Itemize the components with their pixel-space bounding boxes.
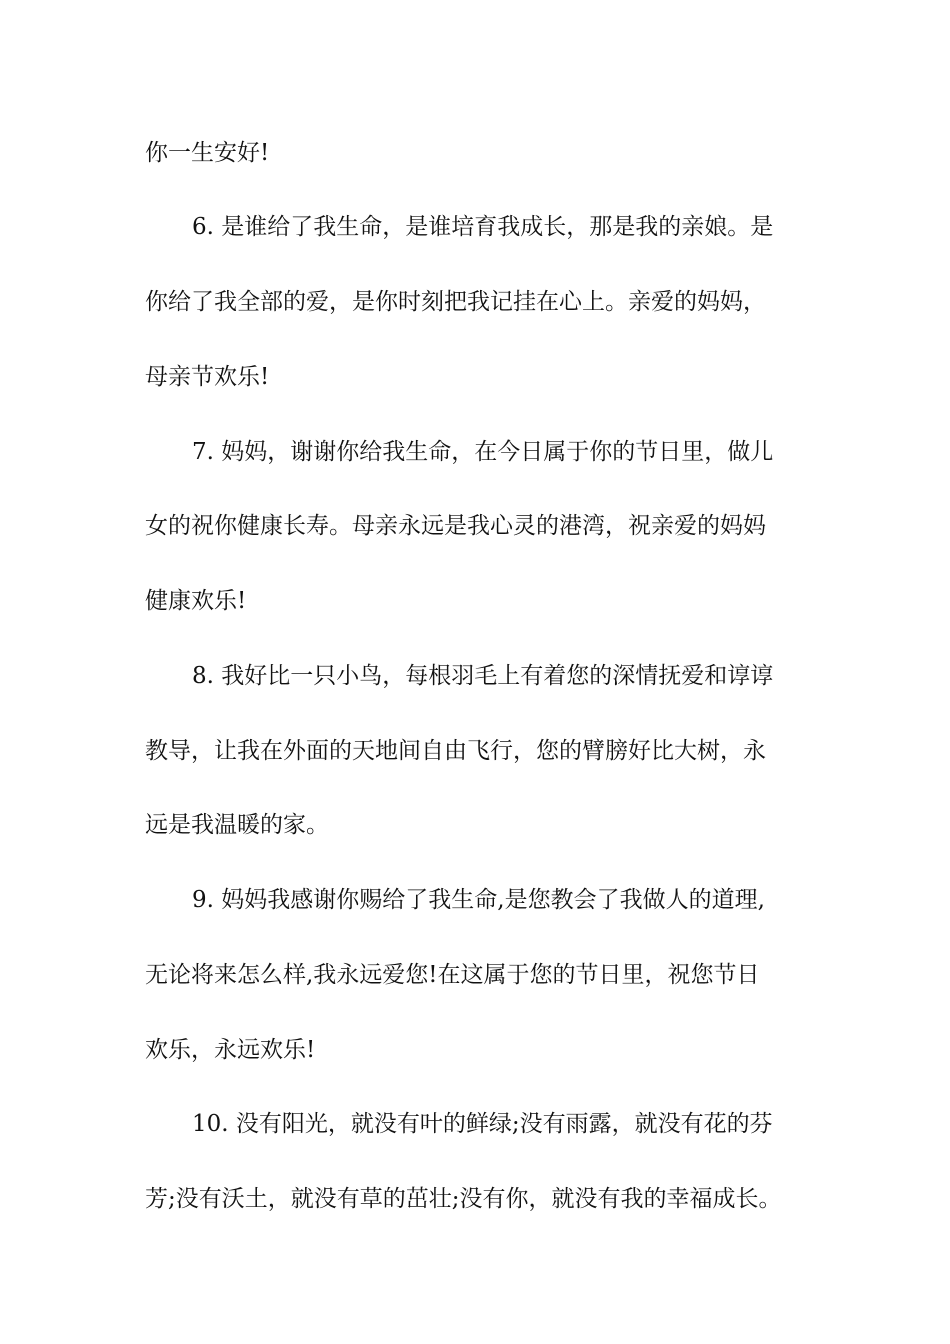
text-line: 你给了我全部的爱，是你时刻把我记挂在心上。亲爱的妈妈， [145,289,766,315]
text-line: 母亲节欢乐! [145,364,270,390]
list-item-8-first-line: 8. 我好比一只小鸟，每根羽毛上有着您的深情抚爱和谆谆 [192,663,774,689]
text-line: 教导，让我在外面的天地间自由飞行，您的臂膀好比大树，永 [145,738,766,764]
list-item-9-first-line: 9. 妈妈我感谢你赐给了我生命,是您教会了我做人的道理, [192,887,765,913]
text-line: 你一生安好! [145,140,270,166]
text-line: 女的祝你健康长寿。母亲永远是我心灵的港湾，祝亲爱的妈妈 [145,513,766,539]
list-item-7-first-line: 7. 妈妈，谢谢你给我生命，在今日属于你的节日里，做儿 [192,439,774,465]
text-line: 健康欢乐! [145,588,247,614]
list-item-6-first-line: 6. 是谁给了我生命，是谁培育我成长，那是我的亲娘。是 [192,214,774,240]
text-line: 欢乐，永远欢乐! [145,1037,316,1063]
text-line: 远是我温暖的家。 [145,812,329,838]
text-line: 芳;没有沃土，就没有草的茁壮;没有你，就没有我的幸福成长。 [145,1186,782,1212]
list-item-10-first-line: 10. 没有阳光，就没有叶的鲜绿;没有雨露，就没有花的芬 [192,1111,773,1137]
text-line: 无论将来怎么样,我永远爱您!在这属于您的节日里，祝您节日 [145,962,760,988]
